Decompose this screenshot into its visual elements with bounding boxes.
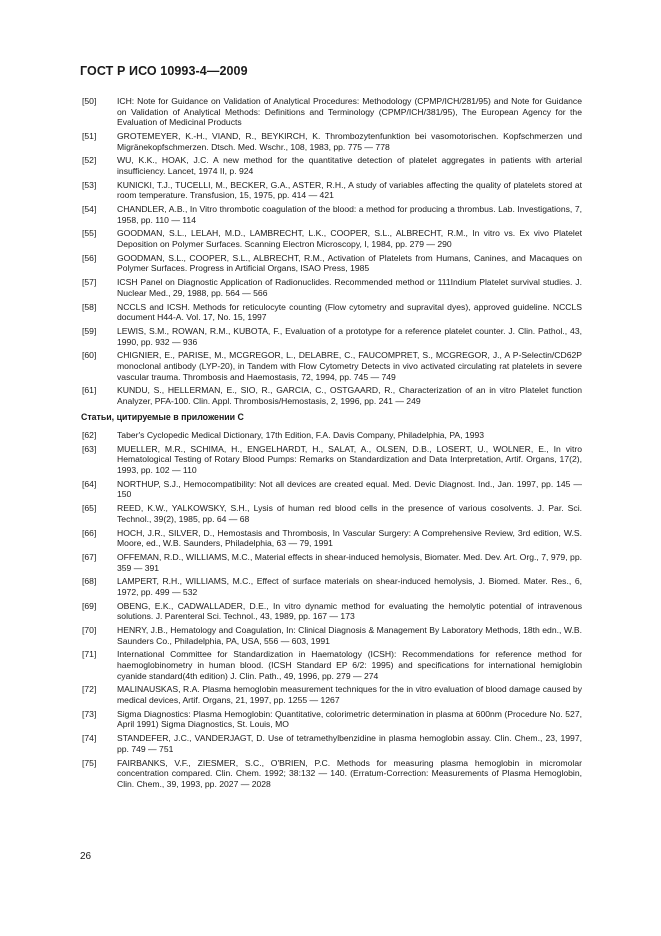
reference-text: ICSH Panel on Diagnostic Application of Radionuclides. Recommended method or 111Indium Platelet survival studies. J. Nuclear Med., 29, 1988, pp. 564 — 566	[117, 277, 582, 298]
reference-text: GROTEMEYER, K.-H., VIAND, R., BEYKIRCH, K. Thrombozytenfunktion bei vasomotorischen. Kopfschmerzen und Migränekopfschmerzen. Dtsch. Med. Wschr., 108, 1983, pp. 775 — 778	[117, 130, 582, 152]
reference-item	[82, 302, 582, 323]
reference-number: [66]	[82, 527, 97, 538]
reference-number: [53]	[82, 179, 97, 190]
reference-text: HOCH, J.R., SILVER, D., Hemostasis and Thrombosis, In Vascular Surgery: A Comprehensive Review, 3rd edition, W.S. Moore, ed., W.B. Saunders, Philadelphia, 63 — 79, 1991	[117, 527, 582, 549]
reference-text: NORTHUP, S.J., Hemocompatibility: Not all devices are created equal. Med. Devic Diagnost. Ind., Jan. 1997, pp. 145 — 150	[117, 478, 582, 500]
reference-number: [59]	[82, 325, 97, 336]
reference-item	[82, 601, 582, 622]
reference-list	[82, 96, 582, 793]
reference-number: [50]	[82, 96, 97, 106]
reference-item	[82, 444, 582, 476]
reference-item	[82, 758, 582, 790]
reference-item	[82, 96, 582, 128]
reference-number: [73]	[82, 708, 97, 719]
reference-number: [71]	[82, 649, 97, 660]
reference-text: GOODMAN, S.L., LELAH, M.D., LAMBRECHT, L.K., COOPER, S.L., ALBRECHT, R.M., In vitro vs. Ex vivo Platelet Deposition on Polymer Surfaces. Scanning Electron Microscopy, I, 1984, pp. 279 — 290	[117, 228, 582, 250]
reference-number: [58]	[82, 301, 97, 312]
reference-number: [64]	[82, 478, 97, 489]
reference-number: [56]	[82, 252, 97, 263]
reference-item	[82, 228, 582, 249]
reference-number: [68]	[82, 576, 97, 587]
reference-text: MUELLER, M.R., SCHIMA, H., ENGELHARDT, H., SALAT, A., OLSEN, D.B., LOSERT, U., WOLNER, E., In vitro Hematological Testing of Rotary Blood Pumps: Remarks on Standardization and Data Interpretation, Artif. Organs, 17(2), 1993, pp. 102 — 110	[117, 443, 582, 476]
reference-item	[82, 503, 582, 524]
reference-number: [51]	[82, 130, 97, 141]
reference-number: [60]	[82, 350, 97, 361]
reference-number: [55]	[82, 228, 97, 239]
reference-text: ICH: Note for Guidance on Validation of Analytical Procedures: Methodology (CPMP/ICH/281/95) and Note for Guidance on Validation of Analytical Methods: Definitions and Terminology (CPMP/ICH/381/95), The European Agency for the Evaluation of Medicinal Products	[117, 96, 582, 128]
reference-text: FAIRBANKS, V.F., ZIESMER, S.C., O'BRIEN, P.C. Methods for measuring plasma hemoglobin in micromolar concentration compared. Clin. Chem. 1992; 38:132 — 140. (Erratum-Correction: Measurements of Plasma Hemoglobin, Clin. Chem., 39, 1993, pp. 2027 — 2028	[117, 757, 582, 789]
reference-item	[82, 552, 582, 573]
reference-text: International Committee for Standardization in Haematology (ICSH): Recommendations for reference method for haemoglobinometry in human blood. (ICSH Standard EP 6/2: 1995) and specifications for international hemiglobin cyanide standard(4th edition) J. Clin. Path., 49, 1996, pp. 279 — 274	[117, 649, 582, 681]
reference-number: [54]	[82, 204, 97, 215]
reference-item	[82, 709, 582, 730]
reference-number: [57]	[82, 277, 97, 288]
reference-text: CHIGNIER, E., PARISE, M., MCGREGOR, L., DELABRE, C., FAUCOMPRET, S., MCGREGOR, J., A P-Selectin/CD62P monoclonal antibody (LYP-20), in Tandem with Flow Cytometry Detects in vivo activated circulating rat platelets in severe vascular trauma. Thrombosis and Haemostasis, 72, 1994, pp. 745 — 749	[117, 350, 582, 382]
reference-item	[82, 350, 582, 382]
reference-item	[82, 253, 582, 274]
section-heading: Статьи, цитируемые в приложении С	[81, 411, 244, 422]
reference-text: LAMPERT, R.H., WILLIAMS, M.C., Effect of surface materials on shear-induced hemolysis, J. Biomed. Mater. Res., 6, 1972, pp. 499 — 532	[117, 576, 582, 597]
reference-text: MALINAUSKAS, R.A. Plasma hemoglobin measurement techniques for the in vitro evaluation of blood damage caused by medical devices, Artif. Organs, 21, 1997, pp. 1255 — 1267	[117, 684, 582, 706]
reference-item	[82, 180, 582, 201]
reference-text: Sigma Diagnostics: Plasma Hemoglobin: Quantitative, colorimetric determination in plasma at 600nm (Procedure No. 527, April 1991) Sigma Diagnostics, St. Louis, MO	[117, 708, 582, 730]
reference-number: [74]	[82, 733, 97, 744]
reference-text: LEWIS, S.M., ROWAN, R.M., KUBOTA, F., Evaluation of a prototype for a reference platelet counter. J. Clin. Pathol., 43, 1990, pp. 932 — 936	[117, 325, 582, 347]
reference-text: KUNICKI, T.J., TUCELLI, M., BECKER, G.A., ASTER, R.H., A study of variables affecting the quality of platelets stored at room temperature. Transfusion, 15, 1975, pp. 414 — 421	[117, 179, 582, 201]
reference-number: [75]	[82, 757, 97, 768]
reference-item	[82, 479, 582, 500]
reference-number: [65]	[82, 503, 97, 514]
reference-item	[82, 204, 582, 225]
reference-item	[82, 326, 582, 347]
page-title: ГОСТ Р ИСО 10993-4—2009	[80, 64, 248, 78]
reference-item	[82, 649, 582, 681]
reference-item	[82, 576, 582, 597]
reference-number: [52]	[82, 155, 97, 166]
reference-number: [62]	[82, 430, 97, 441]
reference-item	[82, 625, 582, 646]
reference-item	[82, 277, 582, 298]
reference-number: [69]	[82, 600, 97, 611]
reference-text: GOODMAN, S.L., COOPER, S.L., ALBRECHT, R.M., Activation of Platelets from Humans, Canines, and Macaques on Polymer Surfaces. Progress in Artificial Organs, ISAO Press, 1985	[117, 252, 582, 274]
reference-item	[82, 385, 582, 406]
reference-item	[82, 733, 582, 754]
reference-text: KUNDU, S., HELLERMAN, E., SIO, R., GARCIA, C., OSTGAARD, R., Characterization of an in vitro Platelet function Analyzer, PFA-100. Clin. Appl. Thrombosis/Hemostasis, 2, 1996, pp. 241 — 249	[117, 385, 582, 406]
reference-number: [72]	[82, 684, 97, 695]
reference-item	[82, 430, 582, 441]
reference-item	[82, 684, 582, 705]
reference-text: HENRY, J.B., Hematology and Coagulation, In: Clinical Diagnosis & Management By Laboratory Methods, 18th edn., W.B. Saunders Co., Philadelphia, PA, USA, 556 — 603, 1991	[117, 625, 582, 646]
reference-text: CHANDLER, A.B., In Vitro thrombotic coagulation of the blood: a method for producing a thrombus. Lab. Investigations, 7, 1958, pp. 110 — 114	[117, 204, 582, 225]
reference-item	[82, 131, 582, 152]
reference-item	[82, 528, 582, 549]
reference-number: [67]	[82, 551, 97, 562]
reference-text: OFFEMAN, R.D., WILLIAMS, M.C., Material effects in shear-induced hemolysis, Biomater. Med. Dev. Art. Org., 7, 979, pp. 359 — 391	[117, 551, 582, 573]
reference-number: [70]	[82, 625, 97, 636]
reference-text: STANDEFER, J.C., VANDERJAGT, D. Use of tetramethylbenzidine in plasma hemoglobin assay. Clin. Chem., 23, 1997, pp. 749 — 751	[117, 733, 582, 754]
page-number: 26	[80, 851, 92, 862]
reference-text: REED, K.W., YALKOWSKY, S.H., Lysis of human red blood cells in the presence of various cosolvents. J. Par. Sci. Technol., 39(2), 1985, pp. 64 — 68	[117, 503, 582, 524]
reference-number: [61]	[82, 385, 97, 396]
reference-item	[82, 155, 582, 176]
reference-text: WU, K.K., HOAK, J.C. A new method for the quantitative detection of platelet aggregates in patients with arterial insufficiency. Lancet, 1974 II, p. 924	[117, 155, 582, 176]
reference-text: NCCLS and ICSH. Methods for reticulocyte counting (Flow cytometry and supravital dyes), approved guideline. NCCLS document H44-A. Vol. 17, No. 15, 1997	[117, 301, 582, 323]
reference-number: [63]	[82, 443, 97, 454]
reference-text: OBENG, E.K., CADWALLADER, D.E., In vitro dynamic method for evaluating the hemolytic potential of intravenous solutions. J. Parenteral Sci. Technol., 43, 1989, pp. 167 — 173	[117, 600, 582, 622]
reference-text: Taber's Cyclopedic Medical Dictionary, 17th Edition, F.A. Davis Company, Philadelphia, PA, 1993	[117, 430, 485, 441]
